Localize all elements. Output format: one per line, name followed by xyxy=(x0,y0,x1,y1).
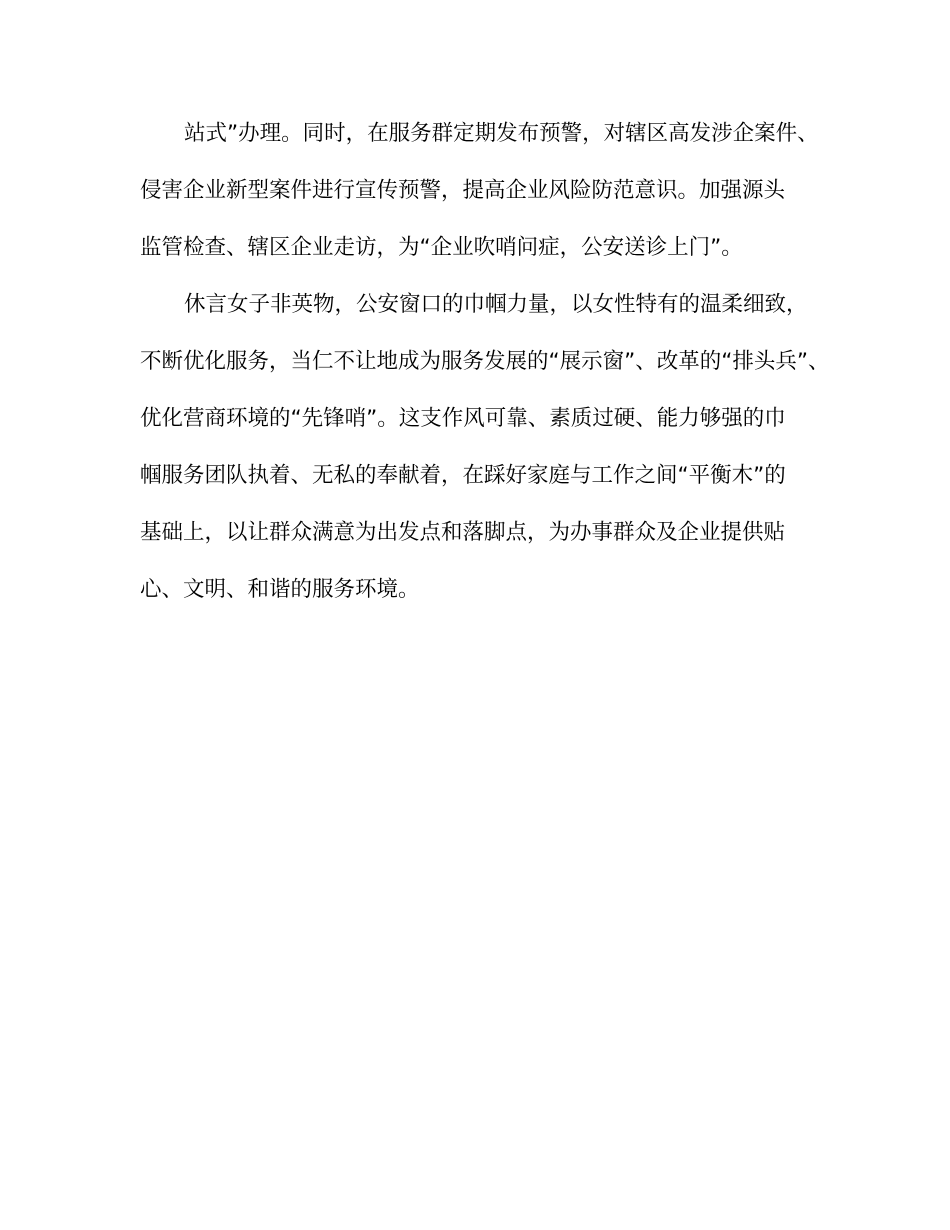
text-line: 休言女子非英物，公安窗口的巾帼力量，以女性特有的温柔细致， xyxy=(184,292,808,317)
text-line: 侵害企业新型案件进行宣传预警，提高企业风险防范意识。加强源头 xyxy=(140,178,786,203)
text-line: 心、文明、和谐的服务环境。 xyxy=(140,577,420,602)
paragraph-2 xyxy=(140,276,830,618)
text-line: 帼服务团队执着、无私的奉献着，在踩好家庭与工作之间“平衡木”的 xyxy=(140,463,786,488)
paragraph-1 xyxy=(140,105,830,276)
document-body xyxy=(140,105,830,618)
text-line: 优化营商环境的“先锋哨”。这支作风可靠、素质过硬、能力够强的巾 xyxy=(140,406,786,431)
text-line: 基础上，以让群众满意为出发点和落脚点，为办事群众及企业提供贴 xyxy=(140,520,786,545)
text-line: 不断优化服务，当仁不让地成为服务发展的“展示窗”、改革的“排头兵”、 xyxy=(140,349,830,374)
text-line: 监管检查、辖区企业走访，为“企业吹哨问症，公安送诊上门”。 xyxy=(140,235,743,260)
text-line: 站式”办理。同时，在服务群定期发布预警，对辖区高发涉企案件、 xyxy=(184,121,819,146)
